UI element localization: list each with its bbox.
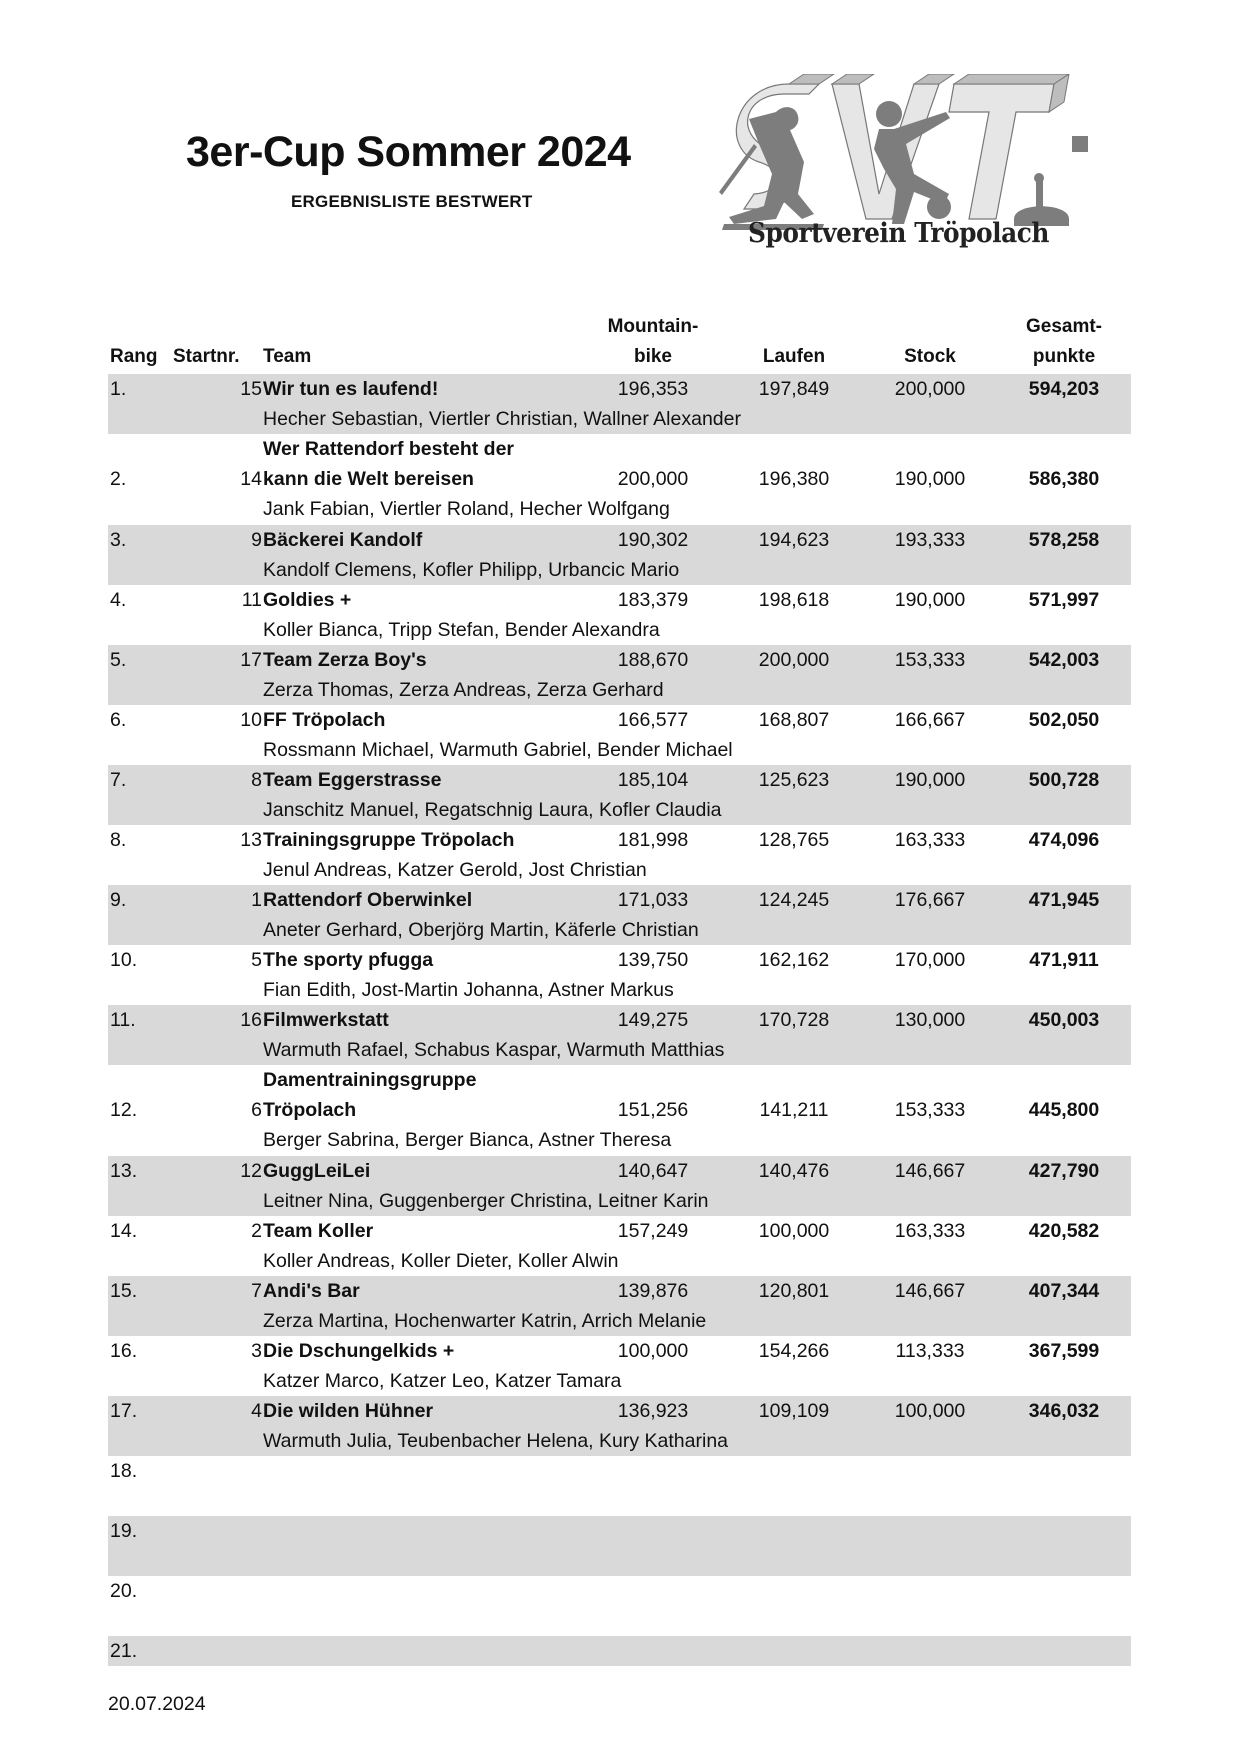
table-row — [108, 945, 1131, 1005]
table-row — [108, 1396, 1131, 1456]
table-row — [108, 585, 1131, 645]
rank-cell: 4. — [110, 589, 127, 611]
team-name-cell: Team Koller — [263, 1220, 374, 1242]
stock-cell: 130,000 — [894, 1009, 966, 1031]
team-members-cell: Jenul Andreas, Katzer Gerold, Jost Christian — [263, 859, 647, 881]
start-number-cell: 16 — [240, 1009, 262, 1031]
start-number-cell: 4 — [251, 1400, 262, 1422]
total-points-cell: 367,599 — [1028, 1340, 1100, 1362]
stock-cell: 190,000 — [894, 589, 966, 611]
table-row — [108, 374, 1131, 434]
mountainbike-cell: 139,876 — [617, 1280, 689, 1302]
team-name-cell: GuggLeiLei — [263, 1160, 371, 1182]
mountainbike-cell: 200,000 — [617, 468, 689, 490]
table-row — [108, 705, 1131, 765]
team-members-cell: Warmuth Rafael, Schabus Kaspar, Warmuth Matthias — [263, 1039, 725, 1061]
column-team: Team — [263, 346, 312, 367]
stock-cell: 166,667 — [894, 709, 966, 731]
total-points-cell: 471,945 — [1028, 889, 1100, 911]
mountainbike-cell: 171,033 — [617, 889, 689, 911]
laufen-cell: 125,623 — [758, 769, 830, 791]
start-number-cell: 17 — [240, 649, 262, 671]
team-members-cell: Katzer Marco, Katzer Leo, Katzer Tamara — [263, 1370, 622, 1392]
team-members-cell: Aneter Gerhard, Oberjörg Martin, Käferle Christian — [263, 919, 699, 941]
stock-cell: 170,000 — [894, 949, 966, 971]
stock-cell: 200,000 — [894, 378, 966, 400]
team-members-cell: Berger Sabrina, Berger Bianca, Astner Theresa — [263, 1129, 672, 1151]
team-name-cell-line1: Wer Rattendorf besteht der — [263, 438, 515, 460]
column-mtb-line1: Mountain- — [607, 316, 699, 337]
mountainbike-cell: 196,353 — [617, 378, 689, 400]
start-number-cell: 3 — [251, 1340, 262, 1362]
team-name-cell: Bäckerei Kandolf — [263, 529, 423, 551]
total-points-cell: 450,003 — [1028, 1009, 1100, 1031]
start-number-cell: 5 — [251, 949, 262, 971]
mountainbike-cell: 151,256 — [617, 1099, 689, 1121]
stock-cell: 146,667 — [894, 1280, 966, 1302]
laufen-cell: 154,266 — [758, 1340, 830, 1362]
table-row — [108, 765, 1131, 825]
mountainbike-cell: 139,750 — [617, 949, 689, 971]
start-number-cell: 6 — [251, 1099, 262, 1121]
club-name: Sportverein Tröpolach — [748, 218, 1050, 249]
team-name-cell: Die wilden Hühner — [263, 1400, 434, 1422]
empty-table-row — [108, 1636, 1131, 1666]
stock-cell: 193,333 — [894, 529, 966, 551]
start-number-cell: 2 — [251, 1220, 262, 1242]
start-number-cell: 13 — [240, 829, 262, 851]
team-name-cell-line2: kann die Welt bereisen — [263, 468, 474, 490]
table-header — [108, 310, 1131, 374]
stock-cell: 153,333 — [894, 649, 966, 671]
laufen-cell: 196,380 — [758, 468, 830, 490]
stock-cell: 176,667 — [894, 889, 966, 911]
team-members-cell: Koller Bianca, Tripp Stefan, Bender Alexandra — [263, 619, 660, 641]
stock-cell: 190,000 — [894, 769, 966, 791]
rank-cell: 7. — [110, 769, 127, 791]
mountainbike-cell: 188,670 — [617, 649, 689, 671]
rank-cell: 8. — [110, 829, 127, 851]
table-row — [108, 1216, 1131, 1276]
rank-cell: 16. — [110, 1340, 138, 1362]
team-name-cell: Wir tun es laufend! — [263, 378, 439, 400]
laufen-cell: 128,765 — [758, 829, 830, 851]
team-name-cell: Trainingsgruppe Tröpolach — [263, 829, 515, 851]
table-row — [108, 1276, 1131, 1336]
start-number-cell: 12 — [240, 1160, 262, 1182]
team-members-cell: Koller Andreas, Koller Dieter, Koller Alwin — [263, 1250, 619, 1272]
team-name-cell-line1: Damentrainingsgruppe — [263, 1069, 477, 1091]
team-name-cell: The sporty pfugga — [263, 949, 434, 971]
laufen-cell: 194,623 — [758, 529, 830, 551]
empty-table-row — [108, 1576, 1131, 1636]
total-points-cell: 594,203 — [1028, 378, 1100, 400]
table-row — [108, 1065, 1131, 1156]
footer-date: 20.07.2024 — [108, 1693, 206, 1715]
start-number-cell: 1 — [251, 889, 262, 911]
rank-cell: 9. — [110, 889, 127, 911]
team-members-cell: Zerza Thomas, Zerza Andreas, Zerza Gerhard — [263, 679, 664, 701]
rank-cell: 18. — [110, 1460, 138, 1482]
team-members-cell: Zerza Martina, Hochenwarter Katrin, Arrich Melanie — [263, 1310, 707, 1332]
total-points-cell: 586,380 — [1028, 468, 1100, 490]
total-points-cell: 500,728 — [1028, 769, 1100, 791]
stock-cell: 163,333 — [894, 1220, 966, 1242]
team-members-cell: Jank Fabian, Viertler Roland, Hecher Wolfgang — [263, 498, 670, 520]
table-row — [108, 825, 1131, 885]
team-members-cell: Rossmann Michael, Warmuth Gabriel, Bender Michael — [263, 739, 733, 761]
mountainbike-cell: 183,379 — [617, 589, 689, 611]
laufen-cell: 198,618 — [758, 589, 830, 611]
rank-cell: 3. — [110, 529, 127, 551]
rank-cell: 11. — [110, 1009, 136, 1031]
mountainbike-cell: 140,647 — [617, 1160, 689, 1182]
laufen-cell: 170,728 — [758, 1009, 830, 1031]
laufen-cell: 100,000 — [758, 1220, 830, 1242]
column-start: Startnr. — [173, 346, 240, 367]
stock-cell: 113,333 — [895, 1340, 965, 1362]
laufen-cell: 200,000 — [758, 649, 830, 671]
team-name-cell: Rattendorf Oberwinkel — [263, 889, 473, 911]
laufen-cell: 168,807 — [758, 709, 830, 731]
table-row — [108, 1005, 1131, 1065]
team-name-cell-line2: Tröpolach — [263, 1099, 357, 1121]
stock-cell: 153,333 — [894, 1099, 966, 1121]
rank-cell: 21. — [110, 1640, 138, 1662]
rank-cell: 5. — [110, 649, 127, 671]
team-members-cell: Warmuth Julia, Teubenbacher Helena, Kury Katharina — [263, 1430, 729, 1452]
rank-cell: 2. — [110, 468, 127, 490]
total-points-cell: 471,911 — [1029, 949, 1099, 971]
laufen-cell: 162,162 — [758, 949, 830, 971]
team-name-cell: Filmwerkstatt — [263, 1009, 389, 1031]
laufen-cell: 109,109 — [758, 1400, 830, 1422]
total-points-cell: 571,997 — [1028, 589, 1100, 611]
stock-cell: 163,333 — [894, 829, 966, 851]
total-points-cell: 542,003 — [1028, 649, 1100, 671]
team-members-cell: Kandolf Clemens, Kofler Philipp, Urbancic Mario — [263, 559, 680, 581]
team-members-cell: Fian Edith, Jost-Martin Johanna, Astner Markus — [263, 979, 674, 1001]
mountainbike-cell: 149,275 — [617, 1009, 689, 1031]
mountainbike-cell: 181,998 — [617, 829, 689, 851]
laufen-cell: 124,245 — [758, 889, 830, 911]
total-points-cell: 407,344 — [1028, 1280, 1100, 1302]
table-body — [108, 374, 1131, 1666]
team-name-cell: Team Eggerstrasse — [263, 769, 442, 791]
column-total-line2: punkte — [1032, 346, 1096, 367]
results-table — [108, 310, 1131, 1666]
team-name-cell: Die Dschungelkids + — [263, 1340, 455, 1362]
team-members-cell: Hecher Sebastian, Viertler Christian, Wallner Alexander — [263, 408, 741, 430]
stock-cell: 100,000 — [894, 1400, 966, 1422]
rank-cell: 14. — [110, 1220, 138, 1242]
total-points-cell: 474,096 — [1028, 829, 1100, 851]
team-members-cell: Leitner Nina, Guggenberger Christina, Leitner Karin — [263, 1190, 709, 1212]
column-stock: Stock — [904, 346, 956, 367]
start-number-cell: 14 — [240, 468, 262, 490]
mountainbike-cell: 190,302 — [617, 529, 689, 551]
table-row — [108, 434, 1131, 525]
table-row — [108, 1336, 1131, 1396]
mountainbike-cell: 136,923 — [617, 1400, 689, 1422]
start-number-cell: 15 — [240, 378, 262, 400]
table-row — [108, 1156, 1131, 1216]
column-rank: Rang — [110, 346, 158, 367]
team-members-cell: Janschitz Manuel, Regatschnig Laura, Kofler Claudia — [263, 799, 722, 821]
rank-cell: 12. — [110, 1099, 138, 1121]
rank-cell: 15. — [110, 1280, 138, 1302]
table-row — [108, 885, 1131, 945]
total-points-cell: 445,800 — [1028, 1099, 1100, 1121]
start-number-cell: 11 — [241, 589, 262, 611]
laufen-cell: 141,211 — [759, 1099, 829, 1121]
mountainbike-cell: 157,249 — [617, 1220, 689, 1242]
empty-table-row — [108, 1516, 1131, 1576]
total-points-cell: 427,790 — [1028, 1160, 1100, 1182]
page-subtitle: ERGEBNISLISTE BESTWERT — [291, 192, 533, 211]
start-number-cell: 9 — [251, 529, 262, 551]
laufen-cell: 120,801 — [758, 1280, 830, 1302]
total-points-cell: 420,582 — [1028, 1220, 1100, 1242]
mountainbike-cell: 185,104 — [617, 769, 689, 791]
start-number-cell: 10 — [240, 709, 262, 731]
team-name-cell: Andi's Bar — [263, 1280, 360, 1302]
rank-cell: 17. — [110, 1400, 138, 1422]
start-number-cell: 8 — [251, 769, 262, 791]
rank-cell: 13. — [110, 1160, 138, 1182]
column-laufen: Laufen — [762, 346, 826, 367]
total-points-cell: 578,258 — [1028, 529, 1100, 551]
empty-table-row — [108, 1456, 1131, 1516]
rank-cell: 10. — [110, 949, 138, 971]
team-name-cell: Goldies + — [263, 589, 352, 611]
table-row — [108, 645, 1131, 705]
rank-cell: 1. — [110, 378, 127, 400]
rank-cell: 6. — [110, 709, 127, 731]
total-points-cell: 346,032 — [1028, 1400, 1100, 1422]
team-name-cell: FF Tröpolach — [263, 709, 386, 731]
column-total-line1: Gesamt- — [1025, 316, 1103, 337]
laufen-cell: 140,476 — [758, 1160, 830, 1182]
stock-cell: 190,000 — [894, 468, 966, 490]
mountainbike-cell: 100,000 — [617, 1340, 689, 1362]
rank-cell: 19. — [110, 1520, 138, 1542]
laufen-cell: 197,849 — [758, 378, 830, 400]
total-points-cell: 502,050 — [1028, 709, 1100, 731]
table-row — [108, 525, 1131, 585]
column-mtb-line2: bike — [633, 346, 673, 367]
start-number-cell: 7 — [251, 1280, 262, 1302]
team-name-cell: Team Zerza Boy's — [263, 649, 427, 671]
page-title: 3er-Cup Sommer 2024 — [186, 128, 631, 176]
rank-cell: 20. — [110, 1580, 138, 1602]
stock-cell: 146,667 — [894, 1160, 966, 1182]
mountainbike-cell: 166,577 — [617, 709, 689, 731]
